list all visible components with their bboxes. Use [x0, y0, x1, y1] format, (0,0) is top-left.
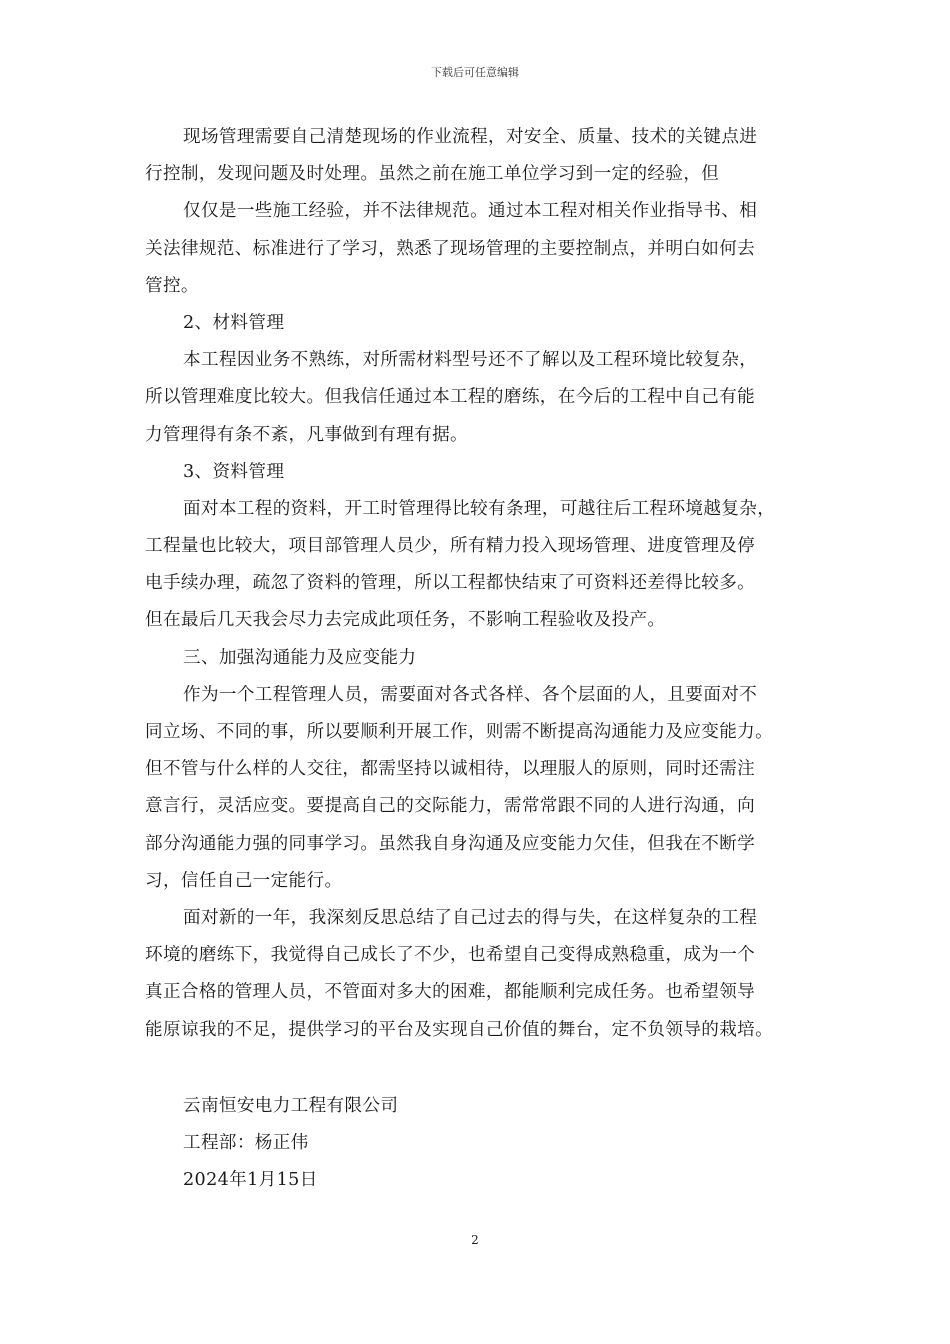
- page-number: 2: [471, 1233, 479, 1247]
- section-heading-material-management: 2、材料管理: [183, 312, 285, 333]
- body-line: 行控制，发现问题及时处理。虽然之前在施工单位学习到一定的经验，但: [145, 164, 720, 185]
- body-line: 能原谅我的不足，提供学习的平台及实现自己价值的舞台，定不负领导的栽培。: [145, 1019, 774, 1040]
- signature-date: 2024年1月15日: [183, 1170, 318, 1191]
- body-line: 工程量也比较大，项目部管理人员少，所有精力投入现场管理、进度管理及停: [145, 536, 756, 557]
- body-line: 关法律规范、标准进行了学习，熟悉了现场管理的主要控制点，并明白如何去: [145, 238, 756, 259]
- body-line: 但不管与什么样的人交往，都需坚持以诚相待，以理服人的原则，同时还需注: [145, 759, 756, 780]
- body-line: 意言行，灵活应变。要提高自己的交际能力，需常常跟不同的人进行沟通，向: [145, 796, 756, 817]
- body-line: 现场管理需要自己清楚现场的作业流程，对安全、质量、技术的关键点进: [183, 127, 758, 147]
- signature-company: 云南恒安电力工程有限公司: [183, 1096, 399, 1116]
- body-line: 力管理得有条不紊，凡事做到有理有据。: [145, 424, 468, 445]
- body-line: 电手续办理，疏忽了资料的管理，所以工程都快结束了可资料还差得比较多。: [145, 573, 756, 594]
- page-header: 下载后可任意编辑: [431, 66, 519, 79]
- body-line: 真正合格的管理人员，不管面对多大的困难，都能顺利完成任务。也希望领导: [145, 982, 756, 1003]
- body-line: 作为一个工程管理人员，需要面对各式各样、各个层面的人，且要面对不: [183, 684, 758, 705]
- section-heading-document-management: 3、资料管理: [183, 461, 285, 482]
- signature-department: 工程部：杨正伟: [183, 1133, 309, 1154]
- body-line: 本工程因业务不熟练，对所需材料型号还不了解以及工程环境比较复杂，: [183, 350, 758, 371]
- section-heading-communication: 三、加强沟通能力及应变能力: [183, 647, 417, 668]
- body-line: 但在最后几天我会尽力去完成此项任务，不影响工程验收及投产。: [145, 610, 666, 631]
- body-line: 所以管理难度比较大。但我信任通过本工程的磨练，在今后的工程中自己有能: [145, 387, 756, 408]
- document-body: [145, 119, 819, 1049]
- body-line: 面对本工程的资料，开工时管理得比较有条理，可越往后工程环境越复杂，: [183, 498, 776, 519]
- body-line: 面对新的一年，我深刻反思总结了自己过去的得与失，在这样复杂的工程: [183, 907, 758, 928]
- body-line: 管控。: [145, 275, 199, 296]
- body-line: 环境的磨练下，我觉得自己成长了不少，也希望自己变得成熟稳重，成为一个: [145, 945, 756, 966]
- body-line: 同立场、不同的事，所以要顺利开展工作，则需不断提高沟通能力及应变能力。: [145, 722, 774, 742]
- signature-block: [183, 1088, 398, 1200]
- body-line: 部分沟通能力强的同事学习。虽然我自身沟通及应变能力欠佳，但我在不断学: [145, 833, 756, 854]
- body-line: 仅仅是一些施工经验，并不法律规范。通过本工程对相关作业指导书、相: [183, 201, 758, 222]
- body-line: 习，信任自己一定能行。: [145, 870, 343, 891]
